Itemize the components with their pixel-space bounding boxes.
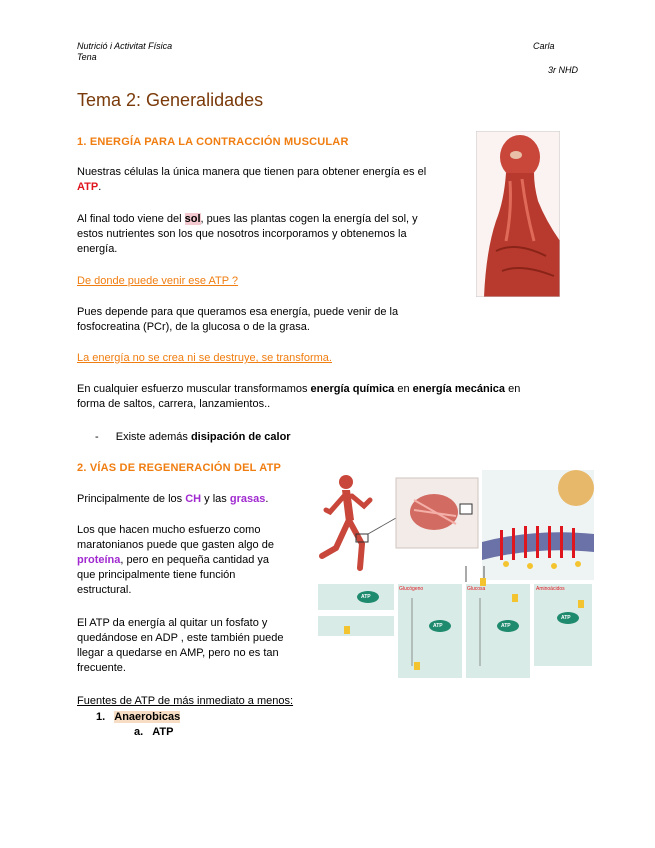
- atp-badge-4: ATP: [561, 615, 571, 621]
- list-item-anaerobic: 1. Anaerobicas: [96, 711, 181, 723]
- pathway-panels: [318, 578, 592, 678]
- proteina-highlight: proteína: [77, 554, 121, 566]
- atp-sources: Fuentes de ATP de más inmediato a menos:: [77, 695, 294, 707]
- section1-heading: 1. ENERGÍA PARA LA CONTRACCIÓN MUSCULAR: [77, 136, 349, 148]
- section2-heading: 2. VÍAS DE REGENERACIÓN DEL ATP: [77, 462, 282, 474]
- grasas-highlight: grasas: [229, 493, 266, 505]
- atp-question: De donde puede venir ese ATP ?: [77, 275, 239, 287]
- muscle-anatomy-figure: [476, 131, 560, 297]
- list-item-atp: a. ATP: [134, 726, 174, 738]
- bullet-heat: - Existe además disipación de calor: [95, 431, 291, 443]
- section2-paragraph2: Los que hacen mucho esfuerzo como maratonianos puede que gasten algo de proteína, pero en pequeña cantidad ya que principalmente tiene función estructural.: [77, 524, 274, 596]
- energy-law: La energía no se crea ni se destruye, se transforma.: [77, 352, 332, 364]
- atp-pathways-figure: [316, 470, 594, 682]
- atp-badge-3: ATP: [501, 623, 511, 629]
- panel-label-1: Glucógeno: [399, 586, 424, 592]
- atp-highlight: ATP: [77, 181, 99, 193]
- section1-paragraph1: Nuestras células la única manera que tienen para obtener energía es el ATP.: [77, 166, 427, 193]
- panel-label-2: Glucosa: [467, 586, 486, 592]
- section1-paragraph2: Al final todo viene del sol, pues las plantas cogen la energía del sol, y estos nutrientes son los que nosotros incorporamos y obtenemos la energía.: [77, 213, 418, 255]
- muscle-fiber-panel: [396, 478, 478, 548]
- sol-highlight: sol: [184, 213, 201, 225]
- atp-badge-2: ATP: [433, 623, 443, 629]
- header-course: [77, 41, 172, 63]
- atp-badge-1: ATP: [361, 594, 371, 600]
- section1-paragraph4: En cualquier esfuerzo muscular transformamos energía química en energía mecánica en forma de saltos, carrera, lanzamientos..: [77, 383, 521, 410]
- header-class: 3r NHD: [548, 65, 579, 75]
- header-course-name: Nutrició i Activitat Física: [77, 41, 173, 51]
- section1-paragraph3: Pues depende para que queramos esa energía, puede venir de la fosfocreatina (PCr), de la glucosa o de la grasa.: [77, 306, 399, 333]
- panel-label-3: Aminoácidos: [536, 586, 565, 592]
- page-title: Tema 2: Generalidades: [77, 90, 264, 110]
- ch-highlight: CH: [185, 493, 202, 505]
- header-author-surname: Tena: [77, 52, 97, 62]
- header-author-name: Carla: [533, 41, 555, 51]
- section2-paragraph1: Principalmente de los CH y las grasas.: [77, 493, 269, 505]
- section2-paragraph3: El ATP da energía al quitar un fosfato y quedándose en ADP , este también puede llegar a quedarse en AMP, pero no es tan frecuente.: [77, 617, 284, 674]
- runner-illustration: [322, 475, 396, 568]
- myofibril-panel: [482, 470, 594, 580]
